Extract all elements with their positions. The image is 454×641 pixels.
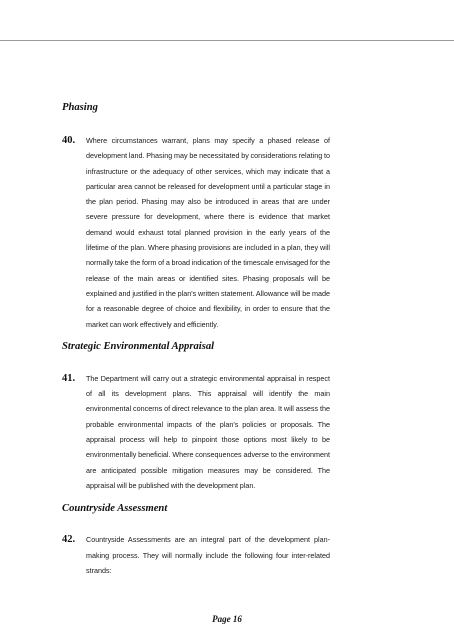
section-heading-countryside-assessment: Countryside Assessment [62,503,168,515]
section-heading-phasing: Phasing [62,102,98,113]
paragraph-number: 40. [62,135,76,146]
section-heading-strategic-environmental-appraisal: Strategic Environmental Appraisal [62,340,215,352]
paragraph-text: The Department will carry out a strategic environmental appraisal in respect of all its development plans. This appraisal will identify the main environmental concerns of direct relevance to the plan area. It will assess the probable environmental impacts of the plan's policies or proposals. The appraisal process will help to pinpoint those options most likely to be environmentally beneficial. Where consequences adverse to the environment are anticipated possible mitigation measures may be considered. The appraisal will be published with the development plan. [86,373,330,490]
paragraph-42 [62,532,330,578]
page-content [62,101,330,578]
paragraph-text: Where circumstances warrant, plans may specify a phased release of development land. Phasing may be necessitated by considerations relating to infrastructure or the adequacy of other services, which may indicate that a particular area cannot be released for development until a particular stage in the plan period. Phasing may also be introduced in areas that are under severe pressure for development, where there is evidence that market demand would exhaust total planned provision in the early years of the lifetime of the plan. Where phasing provisions are included in a plan, they will normally take the form of a broad indication of the timescale envisaged for the release of the main areas or identified sites. Phasing proposals will be explained and justified in the plan's written statement. Allowance will be made for a reasonable degree of choice and flexibility, in order to ensure that the market can work effectively and efficiently. [86,136,330,329]
paragraph-text: Countryside Assessments are an integral part of the development plan-making process. They will normally include the following four inter-related strands: [86,535,330,575]
header-rule [0,40,454,41]
page-number: Page 16 [212,614,242,624]
paragraph-41 [62,371,330,493]
paragraph-number: 41. [62,372,76,384]
paragraph-number: 42. [62,534,76,546]
paragraph-40 [62,133,330,332]
